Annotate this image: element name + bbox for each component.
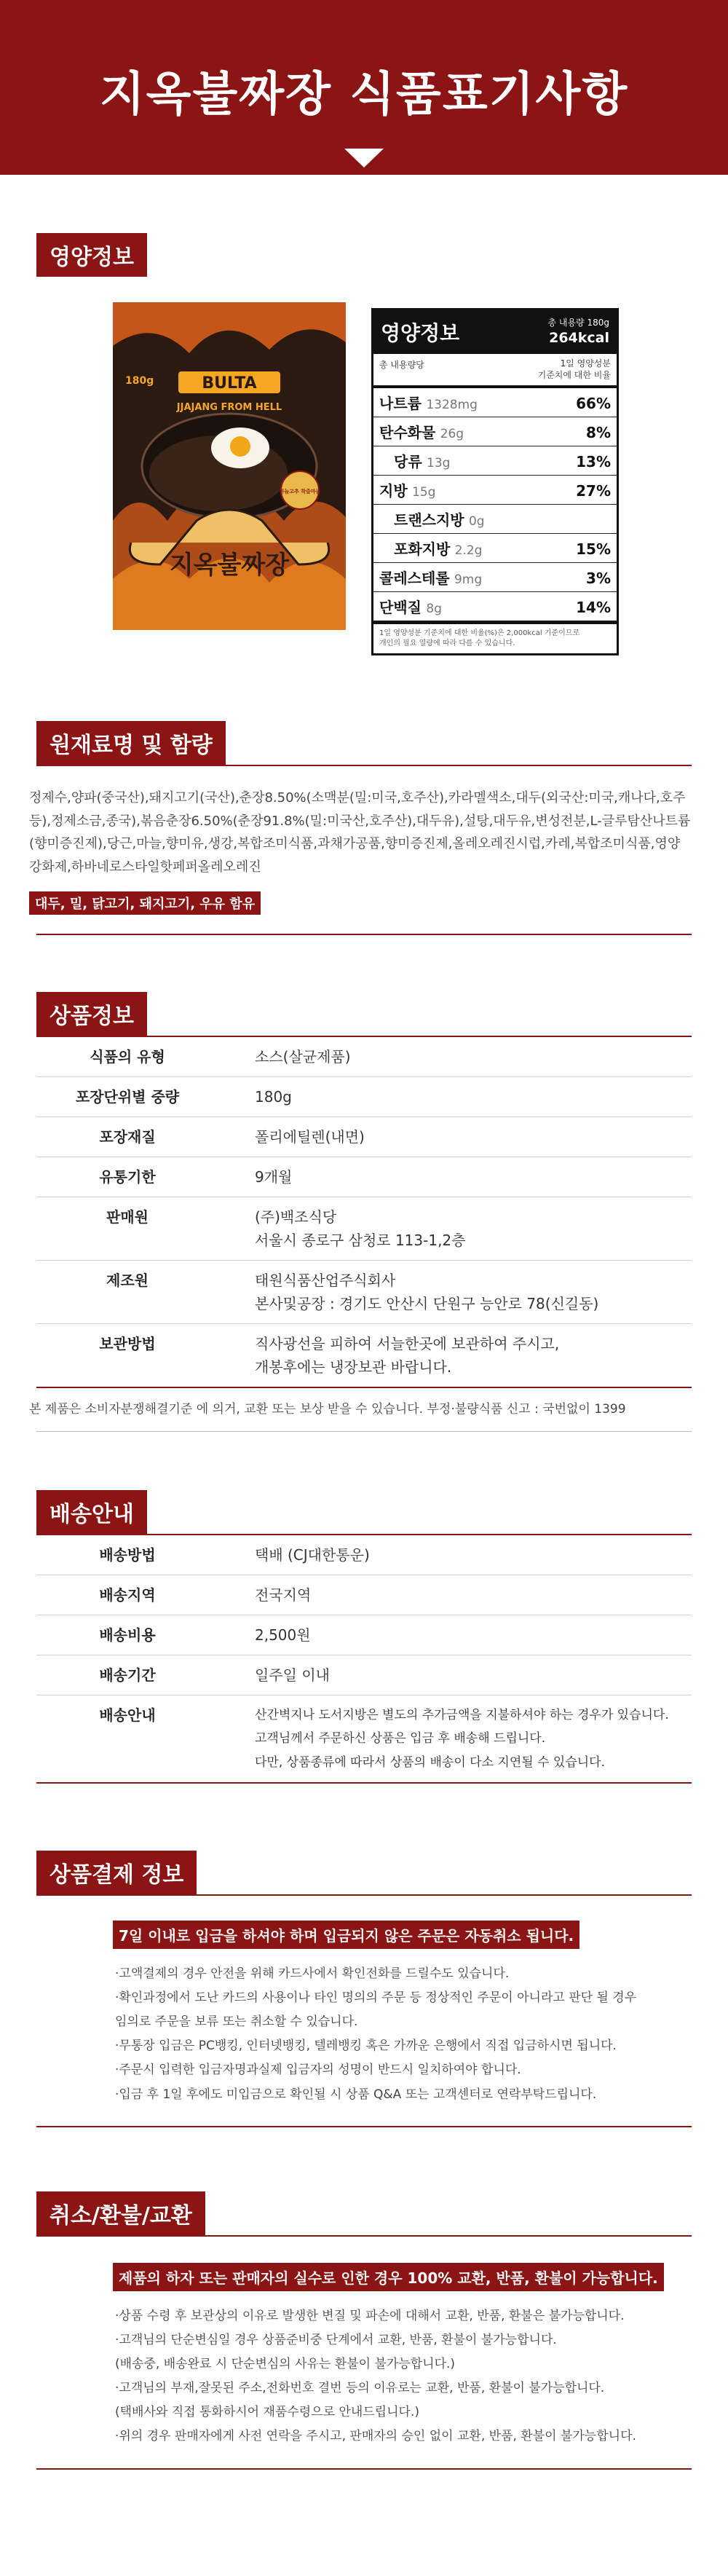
nutrition-facts-label <box>371 308 619 655</box>
nutrition-label-header <box>373 310 617 354</box>
shipping-guide-line: 산간벽지나 도서지방은 별도의 추가금액을 지불하셔야 하는 경우가 있습니다. <box>255 1708 669 1722</box>
product-info-key: 포장단위별 중량 <box>75 1088 180 1106</box>
shipping-guide-key: 배송안내 <box>99 1706 156 1724</box>
shipping-guide-line: 다만, 상품종류에 따라서 상품의 배송이 다소 지연될 수 있습니다. <box>255 1754 606 1770</box>
package-name: 지옥불짜장 <box>169 551 290 580</box>
nutrient-name: 포화지방 <box>394 540 451 559</box>
daily-value-label-1: 1일 영양성분 <box>560 358 611 369</box>
shipping-key: 배송지역 <box>99 1586 156 1604</box>
nutrient-row <box>373 417 617 446</box>
nutrient-name: 나트륨 <box>379 395 422 413</box>
refund-highlight: 제품의 하자 또는 판매자의 실수로 인한 경우 100% 교환, 반품, 환불이 가능합니다. <box>113 2263 664 2291</box>
nutrient-name: 콜레스테롤 <box>379 570 450 588</box>
payment-note-line: ·확인과정에서 도난 카드의 사용이나 타인 명의의 주문 등 정상적인 주문이 아니라고 판단 될 경우 <box>115 1990 637 2006</box>
down-arrow-icon <box>344 149 384 168</box>
refund-note-line: (배송중, 배송완료 시 단순변심의 사유는 환불이 불가능합니다.) <box>115 2357 456 2372</box>
shipping-section <box>0 1490 728 1784</box>
nutrition-section-title: 영양정보 <box>36 233 147 277</box>
shipping-info-table <box>36 1534 692 1784</box>
product-info-row <box>36 1261 692 1324</box>
shipping-value: 2,500원 <box>255 1626 311 1644</box>
refund-note-line: ·고객님의 단순변심일 경우 상품준비중 단계에서 교환, 반품, 환불이 불가능합니다. <box>115 2332 557 2347</box>
product-info-row <box>36 1036 692 1077</box>
payment-section-title: 상품결제 정보 <box>36 1851 197 1894</box>
shipping-key: 배송기간 <box>99 1666 156 1684</box>
package-weight: 180g <box>125 375 154 387</box>
nutrient-amount: 26g <box>440 427 464 442</box>
nutrient-row <box>373 563 617 592</box>
shipping-value: 전국지역 <box>255 1586 312 1604</box>
product-info-key: 유통기한 <box>99 1168 156 1186</box>
refund-note-line: ·상품 수령 후 보관상의 이유로 발생한 변질 및 파손에 대해서 교환, 반품, 환불은 불가능합니다. <box>115 2308 625 2323</box>
ingredients-section <box>0 721 728 935</box>
product-info-value: (주)백조식당 <box>255 1208 337 1226</box>
product-info-key: 보관방법 <box>99 1335 156 1352</box>
product-info-value-line2: 개봉후에는 냉장보관 바랍니다. <box>255 1358 452 1376</box>
product-info-row <box>36 1117 692 1157</box>
nutrient-amount: 0g <box>468 514 485 529</box>
package-brand: BULTA <box>202 374 257 393</box>
nutrient-name: 탄수화물 <box>379 424 436 442</box>
allergy-badge: 대두, 밀, 닭고기, 돼지고기, 우유 함유 <box>29 891 261 915</box>
nutrient-percent: 15% <box>576 540 611 559</box>
refund-notes <box>115 2304 654 2449</box>
per-total-label: 총 내용량당 <box>379 360 424 371</box>
nutrient-percent: 8% <box>586 424 611 442</box>
product-info-value: 180g <box>255 1088 292 1106</box>
refund-note-line: ·위의 경우 판매자에게 사전 연락을 주시고, 판매자의 승인 없이 교환, 반품, 환불이 불가능합니다. <box>115 2429 636 2444</box>
page-title: 지옥불짜장 식품표기사항 <box>99 68 629 122</box>
nutrient-name: 당류 <box>394 453 422 471</box>
product-info-value: 소스(살균제품) <box>255 1048 351 1066</box>
shipping-section-title: 배송안내 <box>36 1490 147 1534</box>
nutrient-row <box>373 446 617 476</box>
nutrient-name: 트랜스지방 <box>394 511 464 529</box>
page-header <box>0 0 728 175</box>
footnote-line-1: 1일 영양성분 기준치에 대한 비율(%)은 2,000kcal 기준이므로 <box>379 629 580 638</box>
payment-note-line: ·주문시 입력한 입금자명과실제 입금자의 성명이 반드시 일치하여야 합니다. <box>115 2063 521 2078</box>
footnote-line-2: 개인의 필요 열량에 따라 다를 수 있습니다. <box>379 639 515 648</box>
nutrient-percent: 14% <box>576 599 611 617</box>
ingredients-text: 정제수,양파(중국산),돼지고기(국산),춘장8.50%(소맥분(밀:미국,호주산),카라멜색소,대두(외국산:미국,캐나다,호주등),정제소금,종국),볶음춘장6.50%(춘장91.8%(밀:미국산,호주산),대두유),설탕,대두유,변성전분,L-글루탐산나트륨(향미증진제),당근,마늘,향미유,생강,복합조미식품,과채가공품,향미증진제,올레오레진시럽,카레,복합조미식품,영양강화제,하바네로스타일핫페퍼올레오레진 <box>29 790 691 875</box>
nutrient-amount: 15g <box>412 485 436 500</box>
product-info-value: 폴리에틸렌(내면) <box>255 1128 365 1146</box>
payment-highlight: 7일 이내로 입금을 하셔야 하며 입금되지 않은 주문은 자동취소 됩니다. <box>113 1921 579 1949</box>
product-info-row <box>36 1197 692 1261</box>
payment-note-line: ·고액결제의 경우 안전을 위해 카드사에서 확인전화를 드릴수도 있습니다. <box>115 1966 510 1981</box>
shipping-key: 배송비용 <box>99 1626 156 1644</box>
nutrient-row <box>373 388 617 417</box>
product-package-image <box>109 302 349 630</box>
shipping-guide-line: 고객님께서 주문하신 상품은 입금 후 배송해 드립니다. <box>255 1731 546 1746</box>
shipping-value: 택배 (CJ대한통운) <box>255 1546 370 1564</box>
product-info-value-line2: 서울시 종로구 삼청로 113-1,2층 <box>255 1232 466 1249</box>
product-info-value: 9개월 <box>255 1168 293 1186</box>
product-info-key: 식품의 유형 <box>90 1048 165 1066</box>
nutrition-label-title: 영양정보 <box>381 321 460 346</box>
nutrient-percent: 13% <box>576 453 611 471</box>
nutrient-row <box>373 505 617 534</box>
refund-note-line: ·고객님의 부재,잘못된 주소,전화번호 결번 등의 이유로는 교환, 반품, 환불이 불가능합니다. <box>115 2381 605 2396</box>
total-content: 총 내용량 180g <box>547 318 609 328</box>
nutrition-label-subheader <box>373 354 617 388</box>
nutrient-amount: 2.2g <box>454 543 483 559</box>
ingredients-section-title: 원재료명 및 함량 <box>36 721 226 765</box>
shipping-guide-row <box>36 1695 692 1783</box>
refund-section <box>0 2191 728 2470</box>
product-info-key: 판매원 <box>106 1208 149 1226</box>
product-info-row <box>36 1157 692 1197</box>
nutrition-label-footnote <box>373 621 617 653</box>
nutrient-rows <box>373 388 617 621</box>
product-info-key: 포장재질 <box>99 1128 156 1146</box>
nutrient-amount: 8g <box>426 602 442 617</box>
product-info-value-line2: 본사및공장 : 경기도 안산시 단원구 능안로 78(신길동) <box>255 1295 599 1312</box>
payment-notes <box>115 1962 654 2107</box>
consumer-note: 본 제품은 소비자분쟁해결기준 에 의거, 교환 또는 보상 받을 수 있습니다. 부정·불량식품 신고 : 국번없이 1399 <box>29 1402 626 1417</box>
nutrition-section <box>0 233 728 663</box>
payment-note-line: ·무통장 입금은 PC뱅킹, 인터넷뱅킹, 텔레뱅킹 혹은 가까운 은행에서 직접 입금하시면 됩니다. <box>115 2039 617 2054</box>
shipping-row <box>36 1535 692 1575</box>
nutrient-percent: 3% <box>586 570 611 588</box>
product-info-value: 태원식품산업주식회사 <box>255 1272 396 1289</box>
product-info-section <box>0 992 728 1432</box>
shipping-key: 배송방법 <box>99 1546 156 1564</box>
nutrient-percent: 27% <box>576 482 611 500</box>
payment-section <box>0 1851 728 2127</box>
refund-note-line: (택배사와 직접 통화하시어 재품수령으로 안내드립니다.) <box>115 2405 419 2420</box>
product-info-value: 직사광선을 피하여 서늘한곳에 보관하여 주시고, <box>255 1335 560 1352</box>
total-kcal: 264kcal <box>549 329 609 346</box>
product-info-section-title: 상품정보 <box>36 992 147 1036</box>
nutrient-row <box>373 476 617 505</box>
package-subtitle: JJAJANG FROM HELL <box>176 402 282 413</box>
nutrient-amount: 13g <box>427 456 451 471</box>
shipping-row <box>36 1615 692 1655</box>
payment-note-line: ·입금 후 1일 후에도 미입금으로 확인될 시 상품 Q&A 또는 고객센터로 연락부탁드립니다. <box>115 2087 597 2102</box>
product-info-row <box>36 1077 692 1117</box>
nutrient-name: 단백질 <box>379 599 422 617</box>
daily-value-label-2: 기준치에 대한 비율 <box>537 369 611 380</box>
nutrient-name: 지방 <box>379 482 408 500</box>
product-info-table <box>36 1036 692 1388</box>
shipping-row <box>36 1655 692 1695</box>
nutrient-amount: 1328mg <box>426 398 478 413</box>
nutrient-percent: 66% <box>576 395 611 413</box>
package-badge: 마늘고추 착즙마늘 <box>279 489 321 495</box>
refund-section-title: 취소/환불/교환 <box>36 2191 205 2235</box>
product-info-key: 제조원 <box>106 1272 149 1289</box>
nutrient-row <box>373 534 617 563</box>
shipping-row <box>36 1575 692 1615</box>
nutrient-row <box>373 592 617 621</box>
shipping-value: 일주일 이내 <box>255 1666 330 1684</box>
payment-note-line: 임의로 주문을 보류 또는 취소할 수 있습니다. <box>115 2014 358 2030</box>
product-info-row <box>36 1324 692 1388</box>
nutrient-amount: 9mg <box>454 572 483 588</box>
